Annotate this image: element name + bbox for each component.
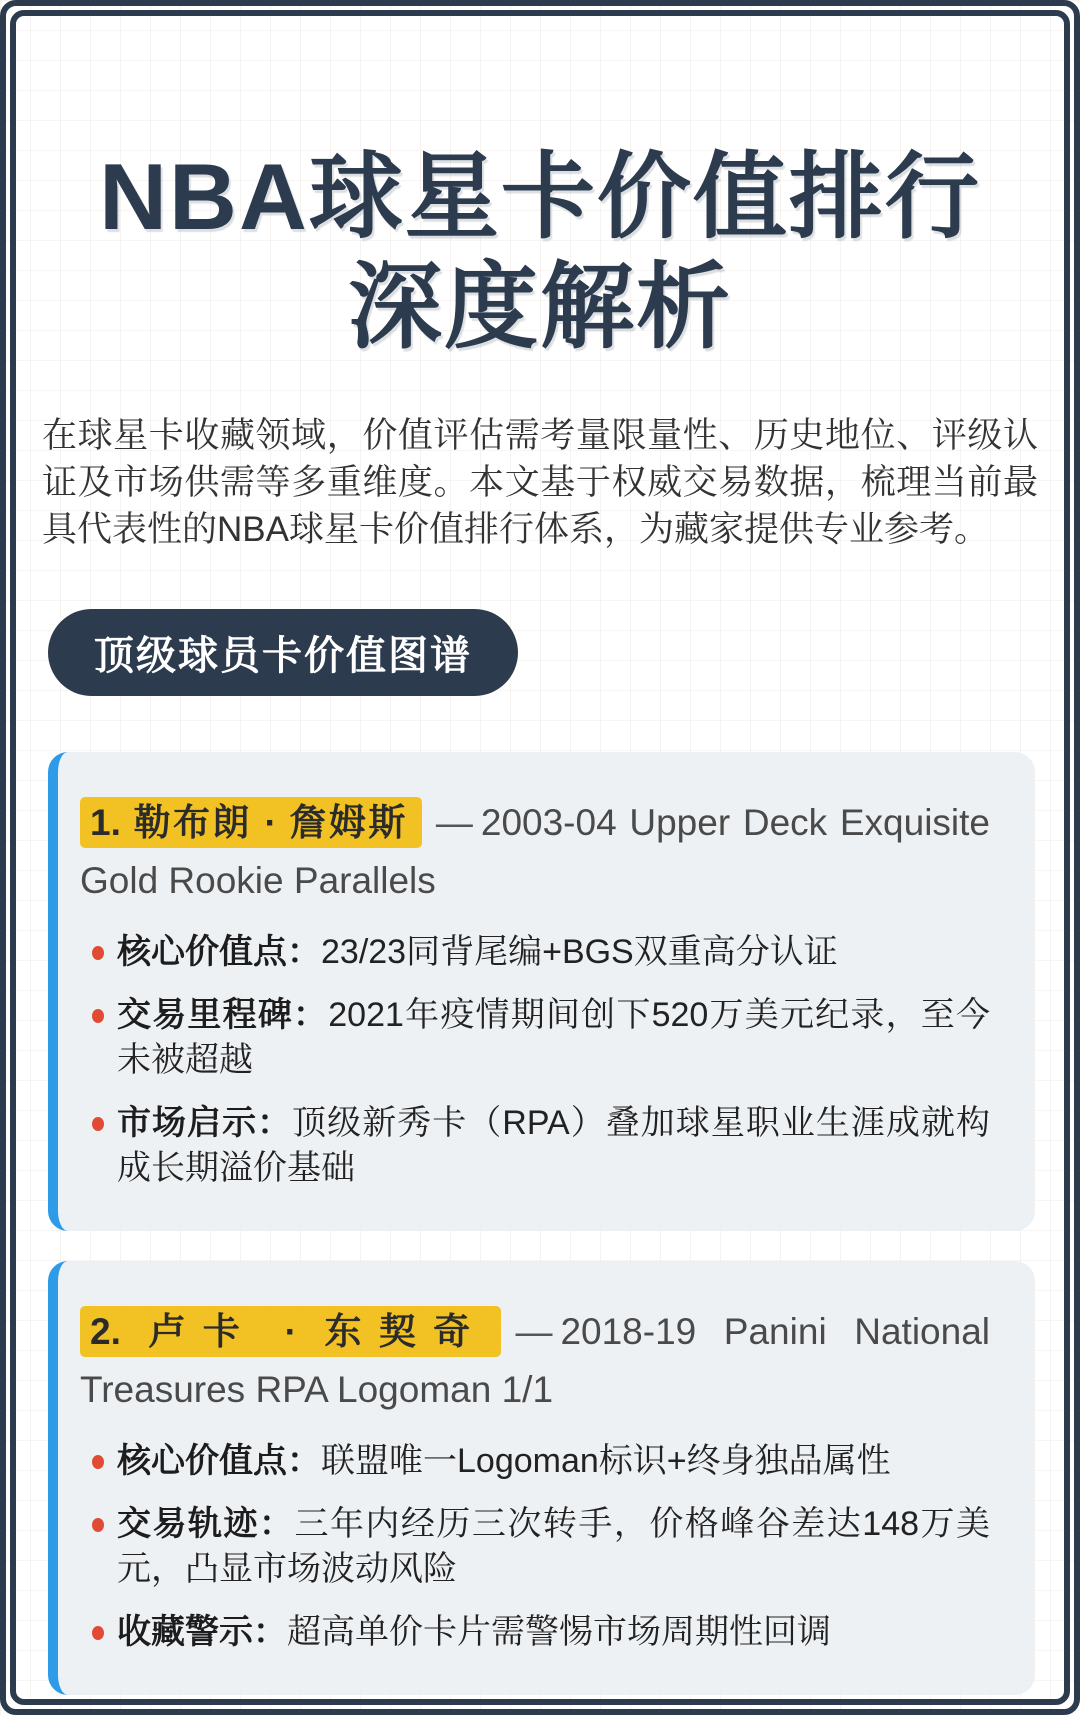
card-1-rank-highlight: 1. 勒布朗 · 詹姆斯 bbox=[80, 797, 422, 848]
card-1-title: 2003-04 Upper Deck Exquisite Gold Rookie Parallels bbox=[80, 802, 990, 901]
bullet-value: 联盟唯一Logoman标识+终身独品属性 bbox=[321, 1442, 891, 1480]
card-1-heading bbox=[80, 794, 990, 910]
bullet-text bbox=[117, 1502, 990, 1592]
bullet-text bbox=[117, 993, 990, 1083]
bullet-value: 2021年疫情期间创下520万美元纪录，至今未被超越 bbox=[117, 996, 990, 1079]
page-title-line1: NBA球星卡价值排行 bbox=[99, 144, 981, 249]
bullet-item bbox=[80, 1502, 990, 1592]
bullet-value: 顶级新秀卡（RPA）叠加球星职业生涯成就构成长期溢价基础 bbox=[117, 1104, 991, 1187]
card-2-dash: — bbox=[515, 1311, 553, 1352]
bullet-dot-icon bbox=[92, 946, 104, 960]
bullet-label: 交易轨迹： bbox=[117, 1505, 295, 1543]
bullet-label: 市场启示： bbox=[117, 1104, 293, 1142]
bullet-item bbox=[80, 1610, 990, 1655]
bullet-dot-icon bbox=[92, 1626, 104, 1640]
bullet-text bbox=[117, 1101, 990, 1191]
bullet-label: 核心价值点： bbox=[117, 933, 321, 971]
bullet-value: 三年内经历三次转手，价格峰谷差达148万美元，凸显市场波动风险 bbox=[117, 1505, 990, 1588]
card-2-heading bbox=[80, 1303, 990, 1419]
bullet-dot-icon bbox=[92, 1455, 104, 1469]
card-1-dash: — bbox=[435, 802, 473, 843]
bullet-text bbox=[117, 930, 838, 975]
card-2-rank-highlight: 2. 卢卡 · 东契奇 bbox=[80, 1306, 501, 1357]
bullet-text bbox=[117, 1439, 891, 1484]
bullet-dot-icon bbox=[92, 1117, 104, 1131]
bullet-item bbox=[80, 930, 990, 975]
bullet-label: 收藏警示： bbox=[117, 1613, 287, 1651]
value-card-1 bbox=[48, 752, 1035, 1231]
bullet-text bbox=[117, 1610, 831, 1655]
bullet-label: 核心价值点： bbox=[117, 1442, 321, 1480]
bullet-item bbox=[80, 993, 990, 1083]
value-card-2 bbox=[48, 1261, 1035, 1695]
section-badge: 顶级球员卡价值图谱 bbox=[48, 609, 518, 696]
page-title-line2: 深度解析 bbox=[347, 254, 732, 359]
card-2-title: 2018-19 Panini National Treasures RPA Logoman 1/1 bbox=[80, 1311, 990, 1410]
card-1-bullet-list bbox=[80, 930, 990, 1191]
bullet-value: 超高单价卡片需警惕市场周期性回调 bbox=[287, 1613, 831, 1651]
bullet-item bbox=[80, 1439, 990, 1484]
bullet-dot-icon bbox=[92, 1518, 104, 1532]
bullet-value: 23/23同背尾编+BGS双重高分认证 bbox=[321, 933, 838, 971]
bullet-item bbox=[80, 1101, 990, 1191]
page-title bbox=[0, 142, 1080, 362]
bullet-label: 交易里程碑： bbox=[117, 996, 329, 1034]
intro-paragraph: 在球星卡收藏领域，价值评估需考量限量性、历史地位、评级认证及市场供需等多重维度。本文基于权威交易数据，梳理当前最具代表性的NBA球星卡价值排行体系，为藏家提供专业参考。 bbox=[42, 416, 1038, 549]
card-2-bullet-list bbox=[80, 1439, 990, 1655]
bullet-dot-icon bbox=[92, 1009, 104, 1023]
